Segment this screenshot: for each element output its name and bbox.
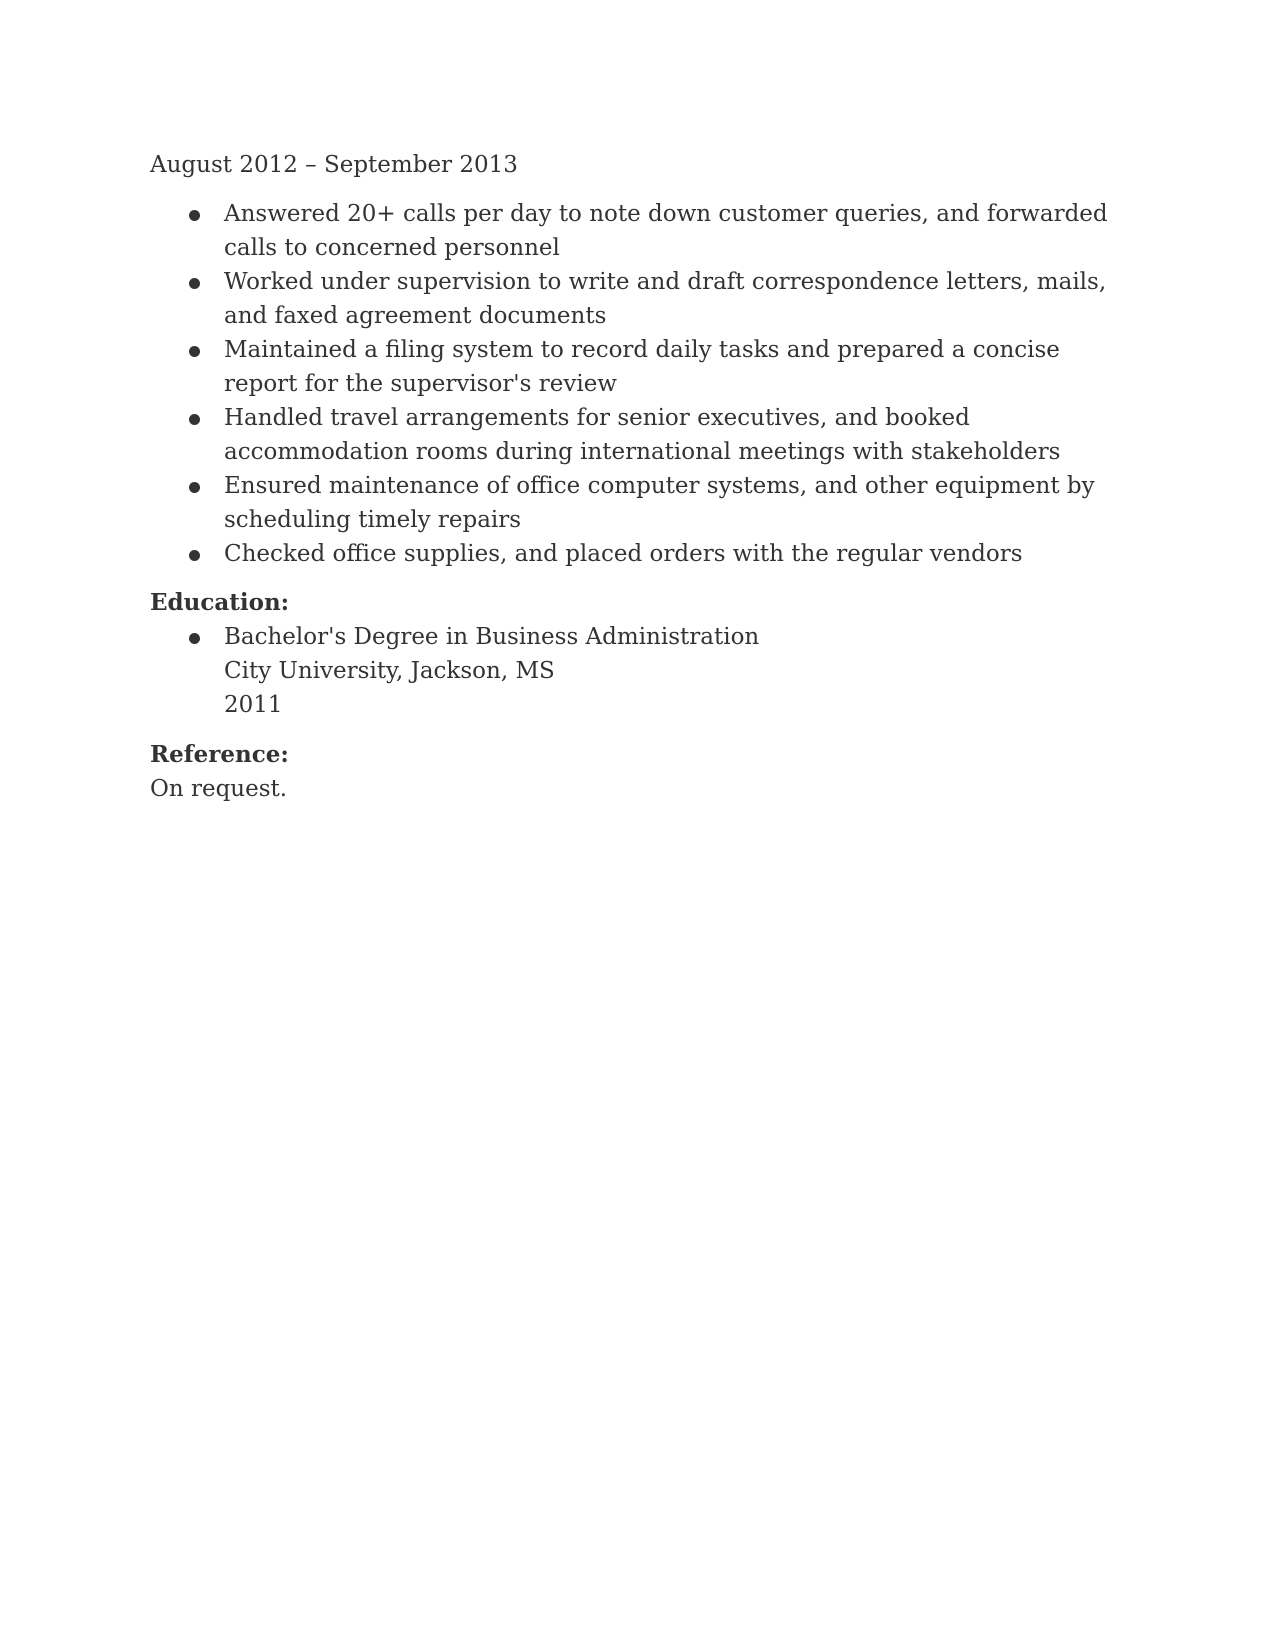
bullet-icon [189,414,200,425]
list-item [150,197,1130,265]
education-bullet-list [150,620,1130,722]
bullet-icon [189,633,200,644]
bullet-text: Handled travel arrangements for senior executives, and booked accommodation rooms during international meetings with stakeholders [224,405,1061,465]
bullet-text: Maintained a filing system to record daily tasks and prepared a concise report for the supervisor's review [224,337,1060,397]
education-heading: Education: [150,589,290,616]
bullet-icon [189,278,200,289]
bullet-icon [189,550,200,561]
reference-text: On request. [150,776,288,802]
institution-text: City University, Jackson, MS [224,658,555,684]
list-item [150,333,1130,401]
bullet-text: Worked under supervision to write and draft correspondence letters, mails, and faxed agreement documents [224,269,1107,329]
bullet-text: Answered 20+ calls per day to note down customer queries, and forwarded calls to concerned personnel [224,201,1108,261]
graduation-year: 2011 [224,692,283,718]
list-item [150,401,1130,469]
employment-date-range: August 2012 – September 2013 [150,152,518,178]
bullet-text: Checked office supplies, and placed orders with the regular vendors [224,541,1023,567]
resume-page [150,148,1130,806]
list-item [150,537,1130,571]
list-item [150,265,1130,333]
degree-text: Bachelor's Degree in Business Administration [224,624,760,650]
bullet-icon [189,346,200,357]
bullet-icon [189,210,200,221]
experience-bullet-list [150,197,1130,571]
list-item [150,620,1130,722]
bullet-text: Ensured maintenance of office computer systems, and other equipment by scheduling timely repairs [224,473,1095,533]
list-item [150,469,1130,537]
bullet-icon [189,482,200,493]
reference-heading: Reference: [150,741,289,768]
